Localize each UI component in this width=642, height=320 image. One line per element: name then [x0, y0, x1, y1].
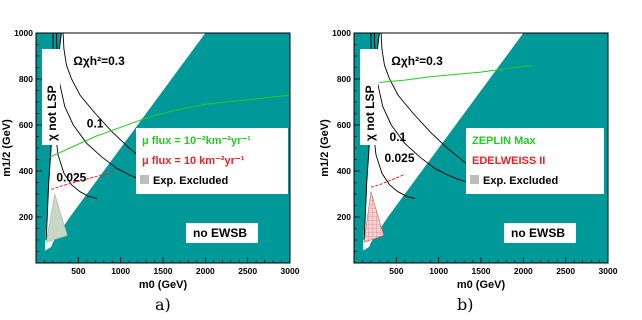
y-tick-label: 1000 — [14, 28, 33, 38]
x-axis-label: m0 (GeV) — [138, 279, 188, 291]
chart-panel-b — [319, 28, 618, 291]
y-tick-label: 800 — [336, 74, 351, 84]
legend-entry: ZEPLIN Max — [472, 135, 536, 147]
x-tick-label: 2000 — [195, 266, 215, 276]
x-tick-label: 1500 — [153, 266, 173, 276]
x-tick-label: 2000 — [513, 266, 533, 276]
panel-label-b: b) — [457, 295, 474, 314]
contour-label: 0.025 — [384, 150, 415, 165]
y-tick-label: 400 — [336, 166, 351, 176]
x-tick-label: 1000 — [111, 266, 131, 276]
panel-label-a: a) — [155, 295, 171, 314]
legend-entry: μ flux = 10 km⁻²yr⁻¹ — [142, 155, 245, 167]
x-tick-label: 3000 — [598, 266, 618, 276]
legend-swatch — [470, 175, 479, 184]
y-axis-label: m1/2 (GeV) — [319, 119, 331, 177]
contour-label: 0.1 — [86, 116, 104, 131]
y-axis-label: m1/2 (GeV) — [1, 119, 13, 177]
x-tick-label: 2500 — [238, 266, 258, 276]
chart-panel-a — [1, 28, 300, 291]
not-lsp-label: χ not LSP — [45, 85, 59, 141]
y-tick-label: 600 — [336, 120, 351, 130]
y-tick-label: 600 — [18, 120, 33, 130]
x-tick-label: 2500 — [556, 266, 576, 276]
y-tick-label: 400 — [18, 166, 33, 176]
legend-entry: Exp. Excluded — [153, 175, 229, 187]
contour-label: Ωχh²=0.3 — [73, 54, 125, 69]
legend-entry: EDELWEISS II — [472, 155, 546, 167]
no-ewsb-label: no EWSB — [511, 226, 565, 240]
x-tick-label: 1000 — [429, 266, 449, 276]
legend-swatch — [140, 175, 149, 184]
x-tick-label: 1500 — [471, 266, 491, 276]
not-lsp-label: χ not LSP — [363, 85, 377, 141]
y-tick-label: 200 — [18, 212, 33, 222]
y-tick-label: 200 — [336, 212, 351, 222]
legend-entry: μ flux = 10⁻²km⁻²yr⁻¹ — [142, 135, 251, 147]
contour-label: 0.1 — [389, 130, 407, 145]
x-tick-label: 500 — [389, 266, 404, 276]
x-axis-label: m0 (GeV) — [456, 279, 506, 291]
no-ewsb-label: no EWSB — [193, 226, 247, 240]
x-tick-label: 500 — [71, 266, 86, 276]
contour-label: Ωχh²=0.3 — [391, 54, 443, 69]
y-tick-label: 1000 — [332, 28, 351, 38]
x-tick-label: 3000 — [280, 266, 300, 276]
legend-entry: Exp. Excluded — [483, 175, 559, 187]
contour-label: 0.025 — [56, 170, 87, 185]
y-tick-label: 800 — [18, 74, 33, 84]
